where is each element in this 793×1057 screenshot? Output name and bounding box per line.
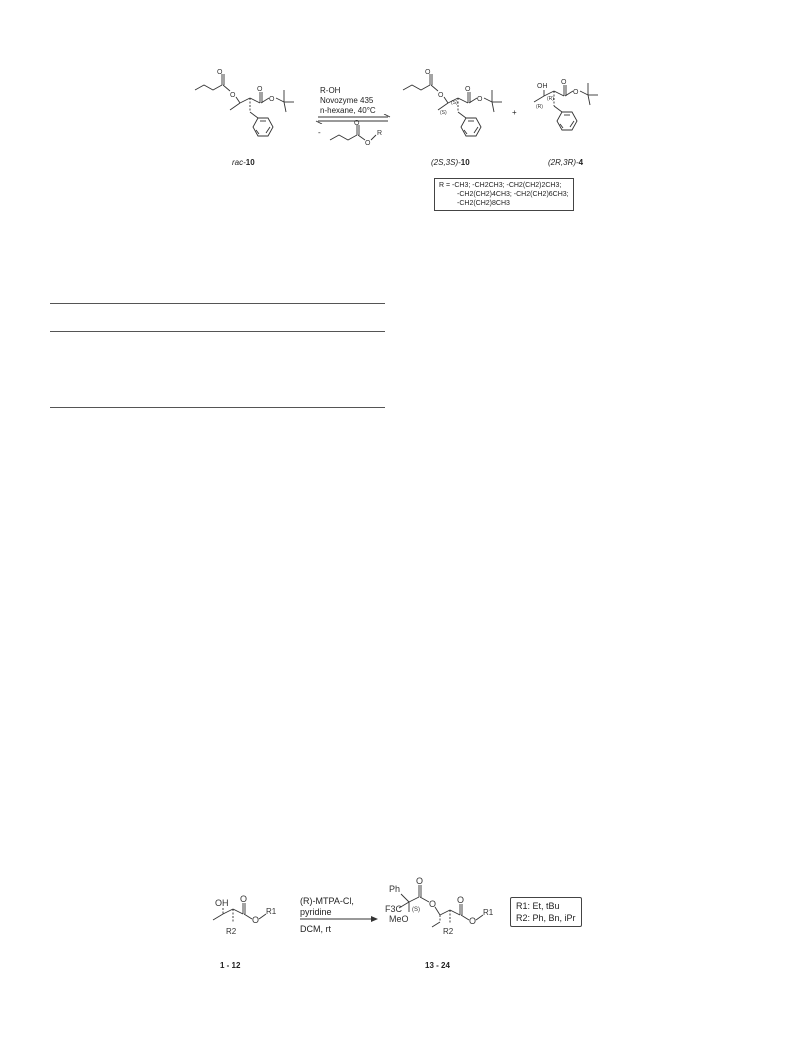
- product-2-label: 13 - 24: [425, 961, 450, 970]
- product-2-r1: R1: [483, 908, 494, 917]
- substituent-box: [510, 897, 582, 927]
- byproduct-ester-o: O: [365, 140, 371, 147]
- product-alcohol-carbonyl-o: O: [561, 79, 567, 86]
- stereo-label-r-2: (R): [547, 96, 554, 102]
- product-2-ester-o-2: O: [469, 916, 477, 926]
- stereo-label-r-1: (R): [536, 104, 543, 110]
- reagent-pyridine: pyridine: [300, 907, 332, 917]
- product-2-carbonyl-o: O: [416, 876, 424, 886]
- product-ester-prefix: (2S,3S)-: [431, 158, 461, 167]
- reagent-3: n-hexane, 40°C: [320, 106, 376, 115]
- product-ester-label: [431, 158, 470, 167]
- start-oh: OH: [215, 898, 229, 908]
- r-definition-line-2: -CH2(CH2)4CH3; -CH2(CH2)6CH3;: [457, 191, 569, 198]
- reagent-mtpa: (R)-MTPA-Cl,: [300, 896, 354, 906]
- product-ester-ester-o: O: [438, 92, 444, 99]
- rac-10-carbonyl-o-2: O: [257, 86, 263, 93]
- product-alcohol-number: 4: [578, 158, 584, 167]
- starting-material-label: 1 - 12: [220, 961, 241, 970]
- product-2-r2: R2: [443, 927, 454, 936]
- r-definition-box: [434, 178, 574, 211]
- product-2-ester-o: O: [429, 899, 437, 909]
- rac-10-label: [232, 158, 255, 167]
- product-alcohol-structure: [524, 76, 604, 160]
- r-definition-line-3: -CH2(CH2)8CH3: [457, 200, 510, 207]
- stereo-label-s-1: (S): [440, 110, 447, 116]
- stereo-label-s-2: (S): [451, 100, 458, 106]
- table-bottom-rule: [50, 407, 385, 408]
- rac-number: 10: [245, 158, 255, 167]
- start-r2: R2: [226, 927, 237, 936]
- product-ester-number: 10: [460, 158, 470, 167]
- byproduct-minus: -: [318, 128, 321, 137]
- start-r1: R1: [266, 907, 277, 916]
- rac-10-ester-o: O: [230, 92, 236, 99]
- reaction-2-arrow: [298, 915, 380, 923]
- rac-prefix: rac-: [232, 158, 246, 167]
- alkyl-butyrate-structure: [325, 120, 395, 150]
- byproduct-carbonyl-o: O: [354, 120, 360, 127]
- reagent-1: R-OH: [320, 86, 341, 95]
- product-alcohol-ester-o: O: [573, 89, 579, 96]
- product-alcohol-label: [548, 158, 583, 167]
- product-ester-structure: [398, 68, 513, 160]
- product-2-carbonyl-o-2: O: [457, 895, 465, 905]
- rac-10-ester-o-2: O: [269, 96, 275, 103]
- reagent-solvent: DCM, rt: [300, 924, 331, 934]
- starting-material-structure: [203, 892, 283, 948]
- product-alcohol-prefix: (2R,3R)-: [548, 158, 579, 167]
- product-ester-2-structure: [385, 872, 505, 948]
- product-2-stereo: (S): [412, 907, 420, 913]
- product-2-meo: MeO: [389, 914, 409, 924]
- substituent-r1: R1: Et, tBu: [516, 901, 560, 911]
- rac-10-carbonyl-o: O: [217, 69, 223, 76]
- byproduct-r: R: [377, 130, 383, 137]
- start-carbonyl-o: O: [240, 894, 248, 904]
- rac-10-structure: [190, 68, 300, 160]
- table-header-rule: [50, 331, 385, 332]
- product-2-ph: Ph: [389, 884, 401, 894]
- start-ester-o: O: [252, 915, 260, 925]
- r-definition-line-1: R = -CH3; -CH2CH3; -CH2(CH2)2CH3;: [439, 182, 562, 189]
- table-top-rule: [50, 303, 385, 304]
- product-ester-carbonyl-o: O: [425, 69, 431, 76]
- product-ester-carbonyl-o-2: O: [465, 86, 471, 93]
- substituent-r2: R2: Ph, Bn, iPr: [516, 913, 576, 923]
- product-2-cf3: F3C: [385, 904, 403, 914]
- reaction-1-reagents: [320, 86, 376, 116]
- plus-sign: +: [512, 108, 517, 117]
- product-alcohol-oh: OH: [537, 83, 548, 90]
- reagent-2: Novozyme 435: [320, 96, 374, 105]
- product-ester-ester-o-2: O: [477, 96, 483, 103]
